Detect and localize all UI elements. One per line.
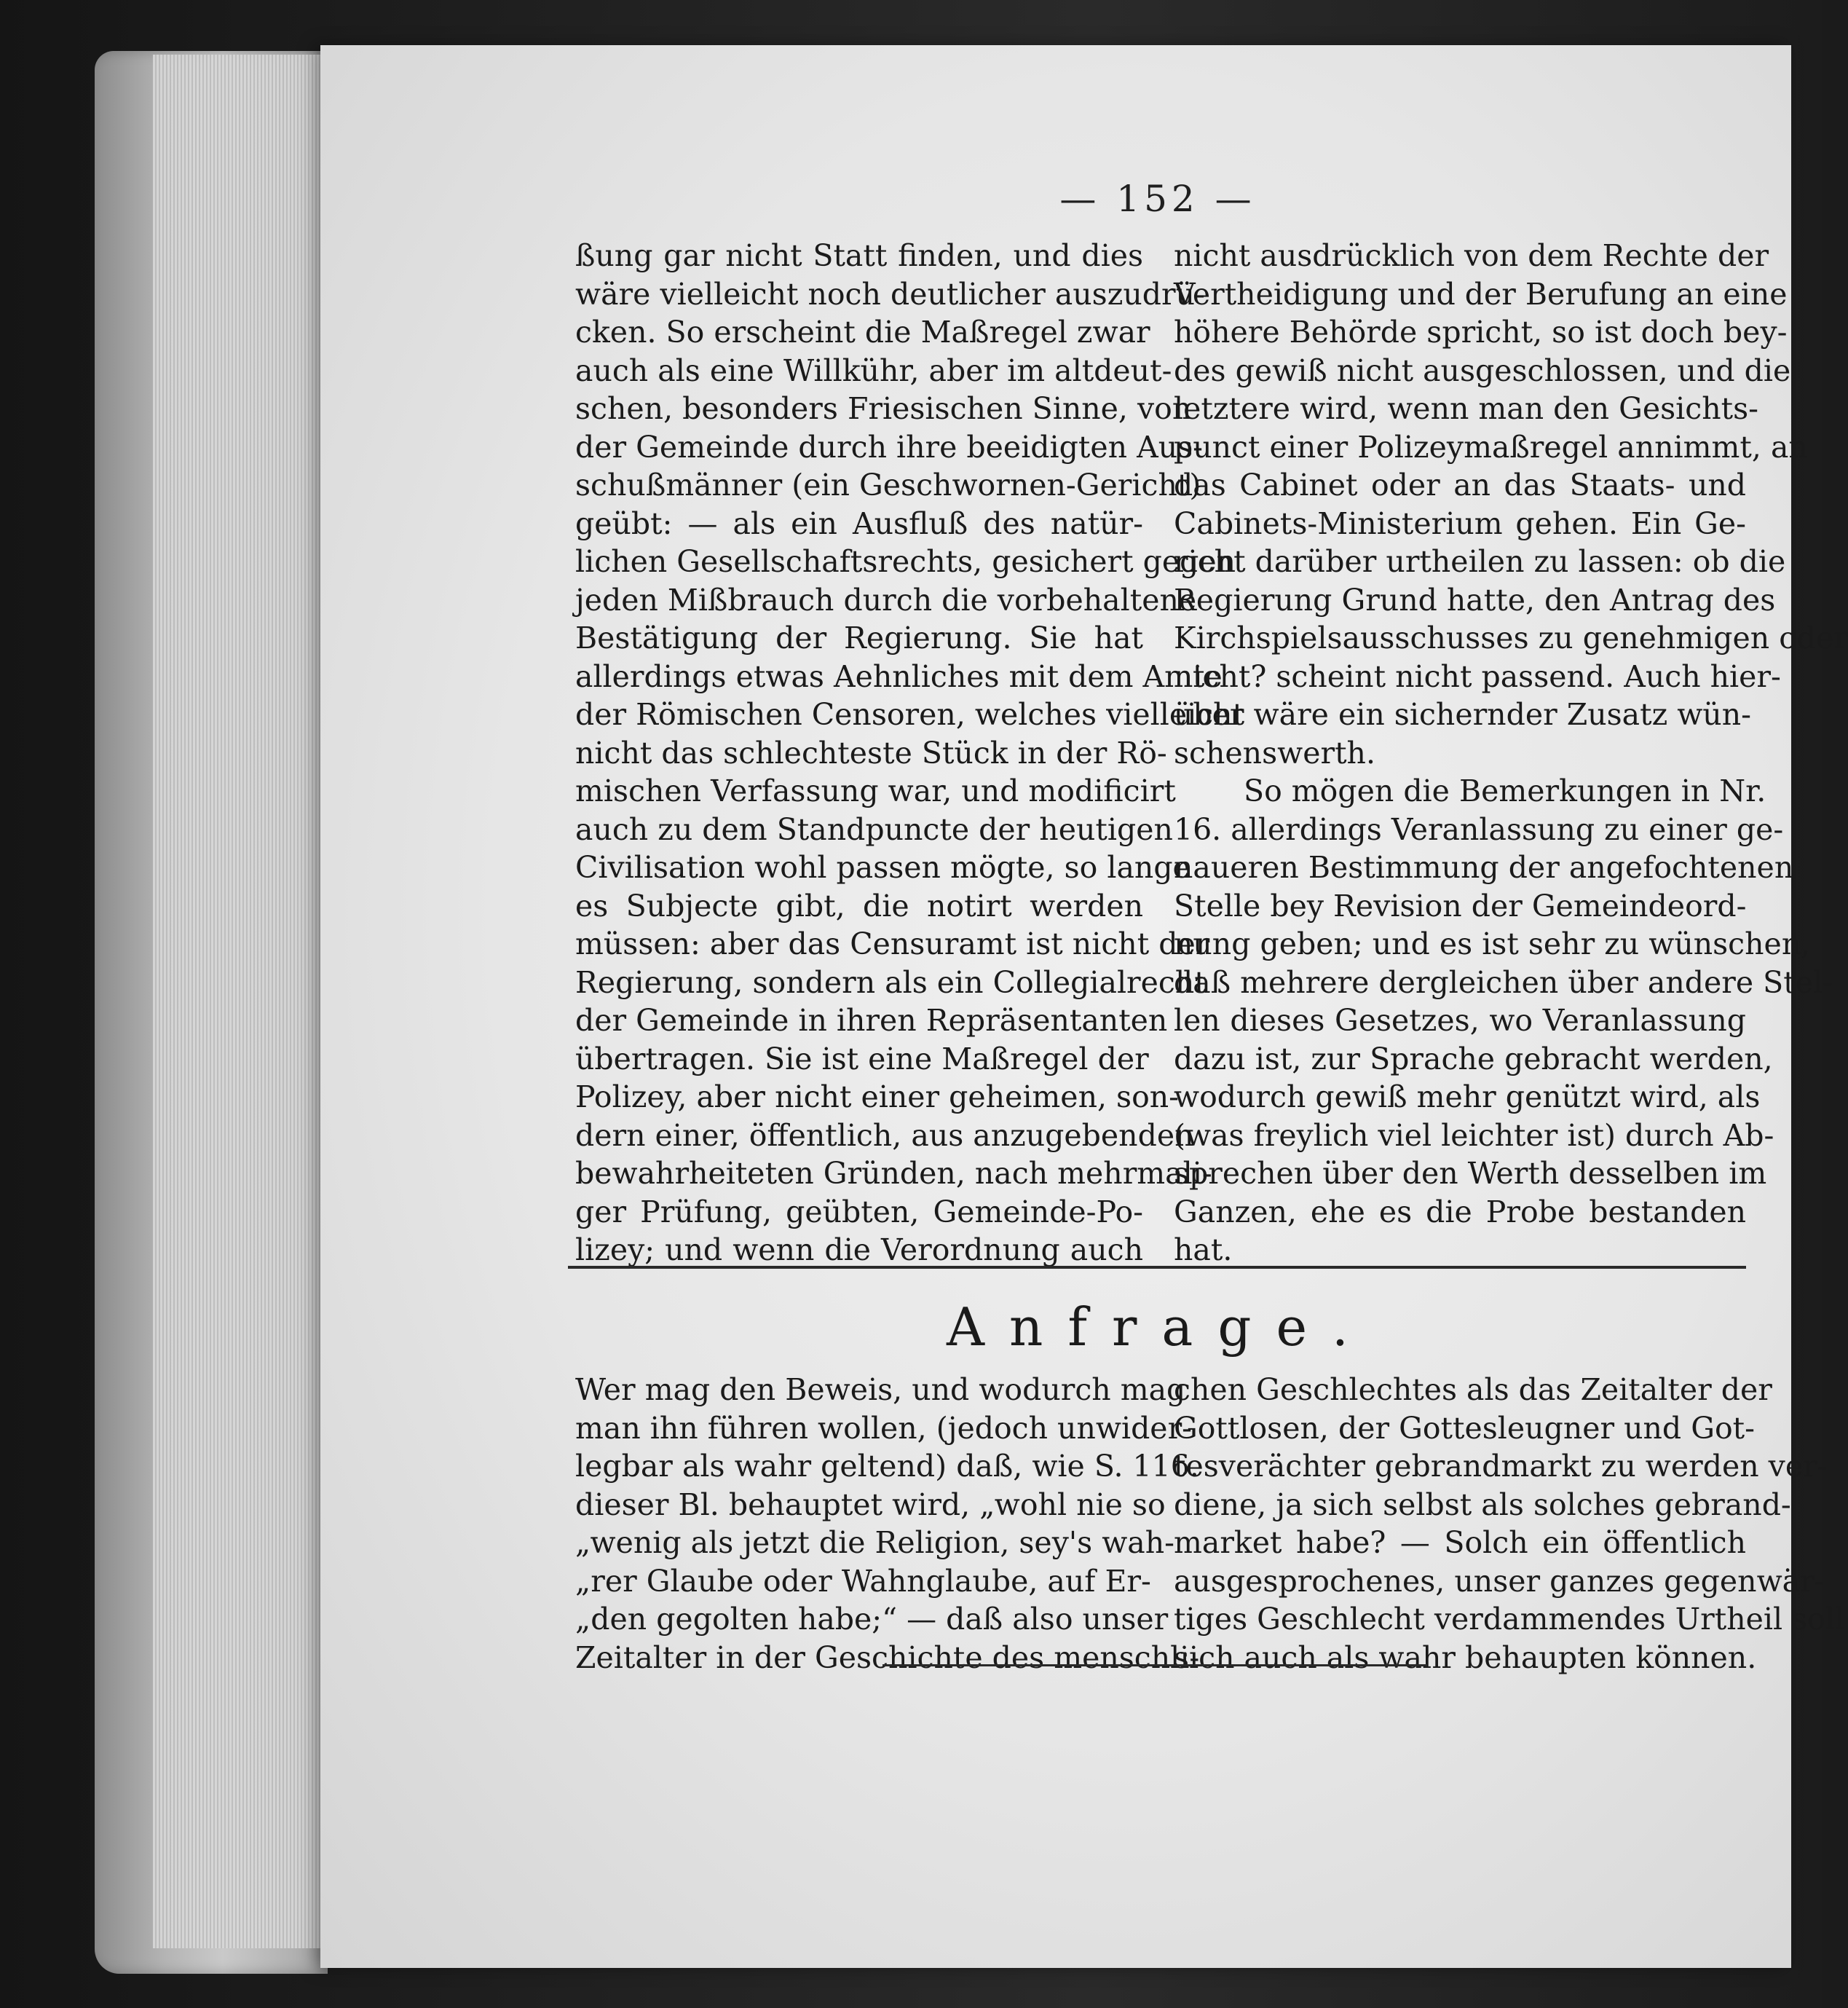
text-line: schenswerth. xyxy=(1174,735,1375,771)
text-line: Gottlosen, der Gottesleugner und Got- xyxy=(1174,1410,1755,1446)
text-line: letztere wird, wenn man den Gesichts- xyxy=(1174,391,1759,426)
text-line: ßung gar nicht Statt finden, und dies xyxy=(575,238,1143,273)
text-line: ausgesprochenes, unser ganzes gegenwär- xyxy=(1174,1563,1825,1599)
text-line: richt darüber urtheilen zu lassen: ob die xyxy=(1174,544,1786,579)
text-line: der Gemeinde durch ihre beeidigten Aus- xyxy=(575,429,1204,465)
text-line: Regierung Grund hatte, den Antrag des xyxy=(1174,582,1776,618)
text-line: tiges Geschlecht verdammendes Urtheil soll xyxy=(1174,1602,1845,1637)
text-line: bewahrheiteten Gründen, nach mehrmali- xyxy=(575,1156,1212,1191)
text-line: schußmänner (ein Geschwornen-Gericht) xyxy=(575,468,1201,503)
text-line: Regierung, sondern als ein Collegialrecht xyxy=(575,964,1207,1000)
text-line: Ganzen, ehe es die Probe bestanden xyxy=(1174,1194,1746,1229)
text-line: sprechen über den Werth desselben im xyxy=(1174,1156,1767,1191)
text-line: Kirchspielsausschusses zu genehmigen oder xyxy=(1174,621,1848,655)
text-line: lizey; und wenn die Verordnung auch xyxy=(575,1232,1143,1267)
text-line: Wer mag den Beweis, und wodurch mag xyxy=(575,1372,1186,1407)
text-line: der Römischen Censoren, welches vielleicht xyxy=(575,697,1245,732)
text-line: es Subjecte gibt, die notirt werden xyxy=(575,888,1143,924)
text-line: punct einer Polizeymaßregel annimmt, an xyxy=(1174,429,1808,465)
text-line: über wäre ein sichernder Zusatz wün- xyxy=(1174,697,1751,732)
text-line: nung geben; und es ist sehr zu wünschen, xyxy=(1174,926,1811,961)
text-line: ger Prüfung, geübten, Gemeinde-Po- xyxy=(575,1194,1143,1229)
text-line: Cabinets-Ministerium gehen. Ein Ge- xyxy=(1174,505,1746,541)
text-line: des gewiß nicht ausgeschlossen, und die xyxy=(1174,353,1791,388)
text-line: „rer Glaube oder Wahnglaube, auf Er- xyxy=(575,1563,1151,1599)
left-text-column xyxy=(575,237,1245,1269)
text-line: Polizey, aber nicht einer geheimen, son- xyxy=(575,1079,1180,1114)
text-line: cken. So erscheint die Maßregel zwar xyxy=(575,315,1150,350)
text-line: übertragen. Sie ist eine Maßregel der xyxy=(575,1041,1149,1076)
text-line: höhere Behörde spricht, so ist doch bey- xyxy=(1174,315,1788,350)
text-line: 16. allerdings Veranlassung zu einer ge- xyxy=(1174,811,1784,847)
text-line: mischen Verfassung war, und modificirt xyxy=(575,773,1176,808)
text-line: nicht? scheint nicht passend. Auch hier- xyxy=(1174,658,1781,694)
text-line: Zeitalter in der Geschichte des menschli- xyxy=(575,1639,1200,1675)
text-line: jeden Mißbrauch durch die vorbehaltene xyxy=(575,582,1197,618)
text-line: auch zu dem Standpuncte der heutigen xyxy=(575,811,1173,847)
page-number: — 152 — xyxy=(1059,178,1256,220)
text-line: „wenig als jetzt die Religion, sey's wah- xyxy=(575,1525,1175,1560)
text-line: dieser Bl. behauptet wird, „wohl nie so xyxy=(575,1487,1166,1522)
right-text-column xyxy=(1174,237,1848,1269)
page-stack-edges xyxy=(153,55,328,1948)
text-line: nicht das schlechteste Stück in der Rö- xyxy=(575,735,1167,771)
text-line: (was freylich viel leichter ist) durch Ab- xyxy=(1174,1117,1774,1153)
text-line: dern einer, öffentlich, aus anzugebenden xyxy=(575,1117,1194,1153)
text-line: Stelle bey Revision der Gemeindeord- xyxy=(1174,888,1747,924)
text-line: dazu ist, zur Sprache gebracht werden, xyxy=(1174,1041,1773,1076)
text-line: legbar als wahr geltend) daß, wie S. 116. xyxy=(575,1449,1199,1484)
text-line: Vertheidigung und der Berufung an eine xyxy=(1174,276,1788,312)
text-line: wäre vielleicht noch deutlicher auszudrü- xyxy=(575,276,1205,312)
text-line: diene, ja sich selbst als solches gebrand- xyxy=(1174,1487,1791,1522)
text-line: market habe? — Solch ein öffentlich xyxy=(1174,1525,1746,1560)
text-line: lichen Gesellschaftsrechts, gesichert gegen xyxy=(575,544,1236,579)
end-rule xyxy=(882,1664,1427,1666)
text-line: wodurch gewiß mehr genützt wird, als xyxy=(1174,1079,1761,1114)
text-line: der Gemeinde in ihren Repräsentanten xyxy=(575,1003,1168,1038)
text-line: naueren Bestimmung der angefochtenen xyxy=(1174,850,1794,885)
text-line: sich auch als wahr behaupten können. xyxy=(1174,1639,1757,1675)
text-line: Civilisation wohl passen mögte, so lange xyxy=(575,850,1190,885)
section-heading: Anfrage. xyxy=(947,1296,1373,1358)
text-line: das Cabinet oder an das Staats- und xyxy=(1174,468,1746,503)
text-line: daß mehrere dergleichen über andere Stel- xyxy=(1174,964,1833,1000)
text-line: hat. xyxy=(1174,1232,1233,1267)
text-line: chen Geschlechtes als das Zeitalter der xyxy=(1174,1372,1772,1407)
text-line: müssen: aber das Censuramt ist nicht der xyxy=(575,926,1210,961)
query-right-column xyxy=(1174,1371,1845,1677)
section-divider xyxy=(568,1266,1746,1269)
text-line: allerdings etwas Aehnliches mit dem Amte xyxy=(575,658,1223,694)
text-line: len dieses Gesetzes, wo Veranlassung xyxy=(1174,1003,1746,1038)
text-line: So mögen die Bemerkungen in Nr. xyxy=(1244,773,1766,808)
query-left-column xyxy=(575,1371,1200,1677)
text-line: man ihn führen wollen, (jedoch unwider- xyxy=(575,1410,1193,1446)
text-line: auch als eine Willkühr, aber im altdeut- xyxy=(575,353,1172,388)
text-line: Bestätigung der Regierung. Sie hat xyxy=(575,621,1143,655)
text-line: tesverächter gebrandmarkt zu werden ver- xyxy=(1174,1449,1828,1484)
text-line: schen, besonders Friesischen Sinne, von xyxy=(575,391,1192,426)
text-line: nicht ausdrücklich von dem Rechte der xyxy=(1174,238,1769,273)
text-line: geübt: — als ein Ausfluß des natür- xyxy=(575,505,1143,541)
text-line: „den gegolten habe;“ — daß also unser xyxy=(575,1602,1169,1637)
